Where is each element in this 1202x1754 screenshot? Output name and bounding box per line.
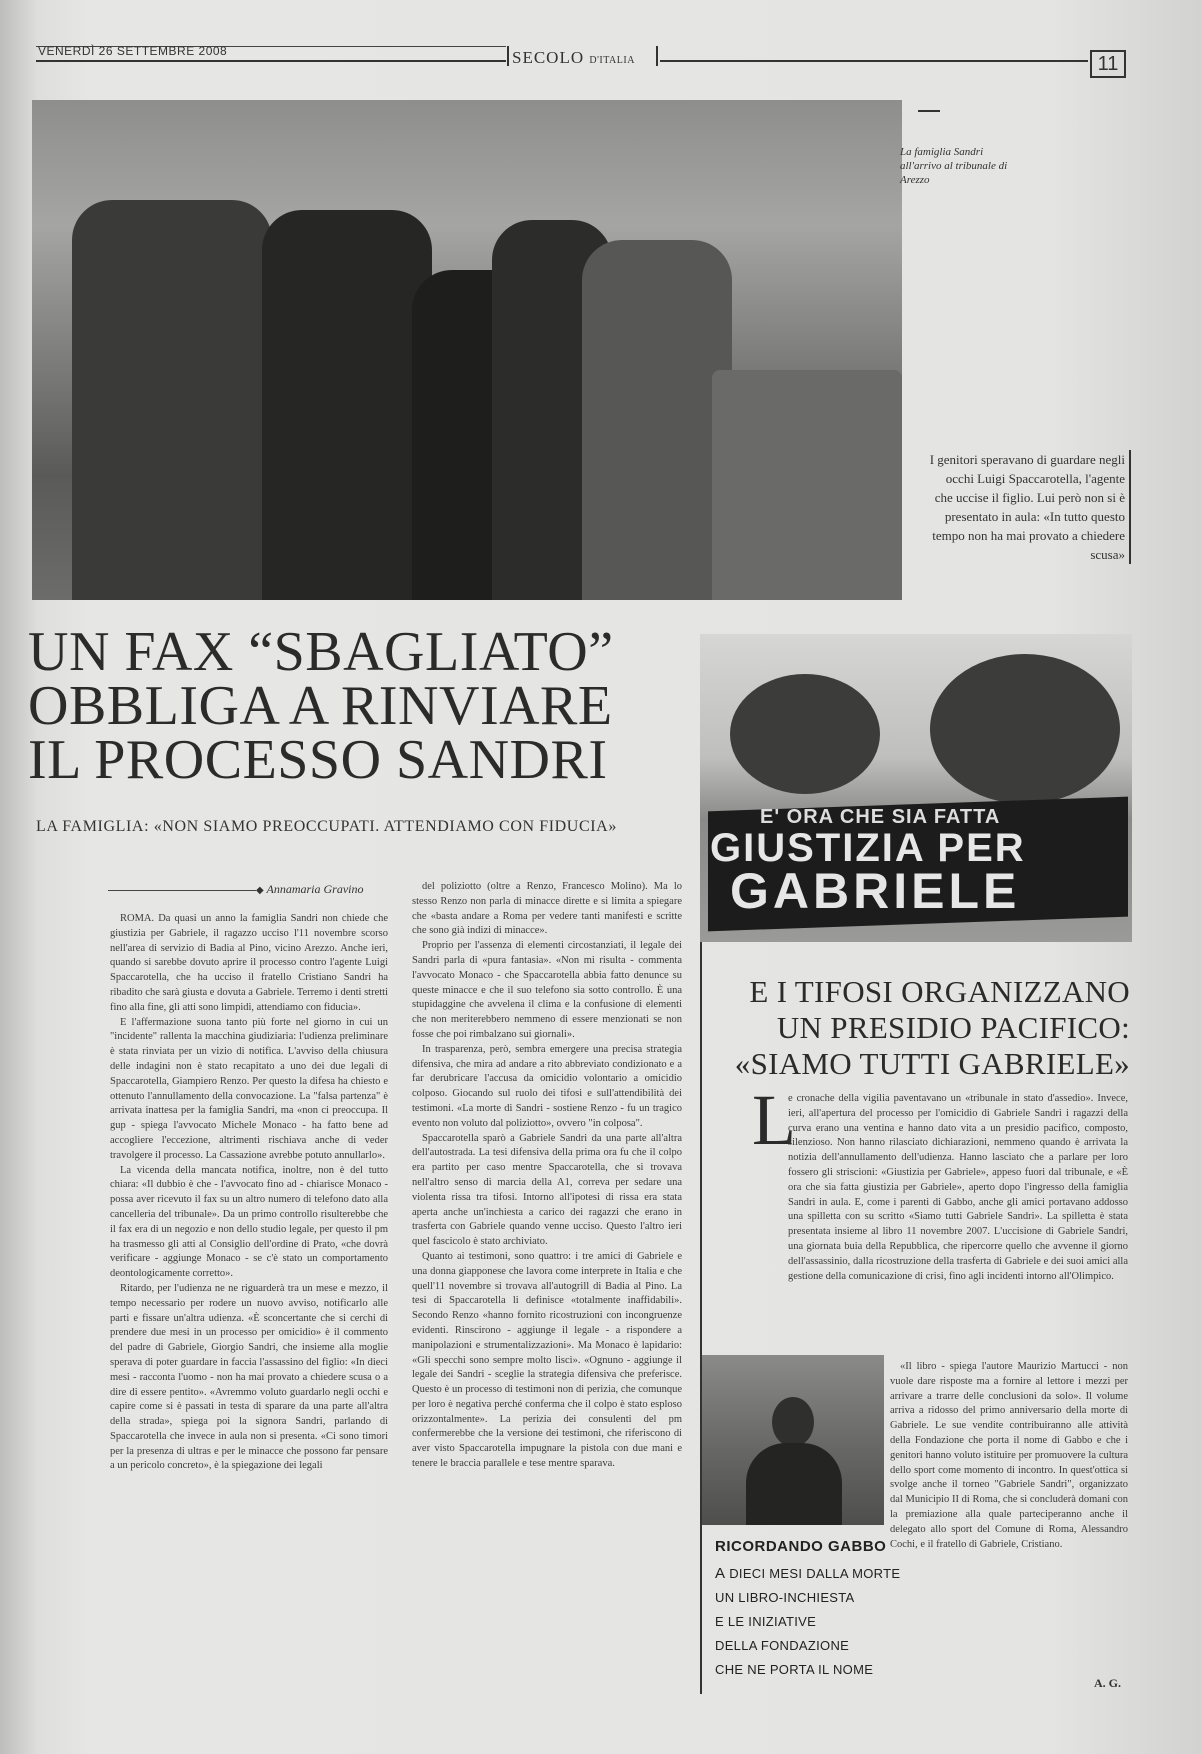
box-line: E LE INIZIATIVE: [715, 1614, 817, 1629]
box-lines: [715, 1562, 900, 1682]
masthead-rule-left: [36, 60, 506, 62]
drop-cap: L: [752, 1080, 796, 1160]
side-story-body-continued: [890, 1360, 1128, 1665]
pull-quote: I genitori speravano di guardare negli occhi Luigi Spaccarotella, l'agente che uccise il figlio. Lui però non si è presentato in aula: «In tutto questo tempo non ha mai provato a chiedere scusa»: [925, 450, 1131, 564]
masthead-divider-left: [507, 46, 509, 66]
paragraph: e cronache della vigilia paventavano un «tribunale in stato d'assedio». Invece, ieri, all'apertura del processo per l'omicidio di Gabriele Sandri i ragazzi della curva erano una ventina e hanno dato vita a un presidio pacifico, composto, silenzioso. Non hanno rilasciato dichiarazioni, nemmeno quando è arrivata la notizia dell'annullamento dell'udienza. Hanno lasciato che a parlare per loro fossero gli striscioni: «Giustizia per Gabriele», appeso fuori dal tribunale, e «È ora che sia fatta giustizia per Gabriele», aperto dopo l'ingresso della famiglia Sandri in aula. E, come i parenti di Gabbo, anche gli amici portavano addosso una spilletta con su scritto «Siamo tutti Gabriele Sandri». La spilletta è stata presentata insieme al libro 11 novembre 2007. L'uccisione di Gabriele Sandri, una giornata buia della Repubblica, che ripercorre quello che avvenne il giorno dell'assassinio, dalla ricostruzione della trasferta di Gabriele e dei suoi amici alla gestione della comunicazione di crisi, fino agli incidenti intorno all'Olimpico.: [788, 1093, 1128, 1282]
photo-figure: [582, 240, 732, 600]
issue-date: VENERDÌ 26 SETTEMBRE 2008: [38, 44, 228, 58]
photo-caption: La famiglia Sandri all'arrivo al tribunale di Arezzo: [900, 146, 1008, 186]
banner-line: GABRIELE: [730, 863, 1021, 919]
side-story-body: [788, 1092, 1128, 1354]
page-number: 11: [1090, 50, 1126, 78]
paragraph: Quanto ai testimoni, sono quattro: i tre amici di Gabriele e una donna giapponese che lavora come interprete in Italia e che quell'11 novembre si trovava all'autogrill di Badia al Pino. La tesi di Spaccarotella li definisce «totalmente inaffidabili». Secondo Renzo «hanno fornito ricostruzioni con incongruenze evidenti. Rinscirono - aggiunge il legale - a rispondere a manipolazioni e strumentalizzazioni». Ma Monaco è lapidario: «Gli specchi sono sempre molto lisci». «Ognuno - aggiunge il legale dei Sandri - sceglie la strategia difensiva che preferisce. Questo è un processo di testimoni non di perizia, che comunque per loro è negativa perché conferma che il colpo è stato esploso orizzontalmente». La perizia dei consulenti del pm confermerebbe che la versione dei testimoni, che riferiscono di aver visto Spaccarotella impugnare la pistola con due mani e tenere le braccia parallele e tese mentre sparava.: [412, 1250, 682, 1470]
byline: [256, 882, 364, 897]
photo-vehicle: [712, 370, 902, 600]
box-line: CHE NE PORTA IL NOME: [715, 1662, 874, 1677]
banner-line: GIUSTIZIA PER: [710, 826, 1026, 870]
article-headline: [28, 621, 708, 791]
gabbo-photo: [702, 1355, 884, 1525]
photo-tree: [930, 654, 1120, 804]
headline-line: OBBLIGA A RINVIARE: [28, 675, 613, 737]
side-headline: [720, 974, 1130, 1082]
box-line: DELLA FONDAZIONE: [715, 1638, 850, 1653]
side-headline-line: E I TIFOSI ORGANIZZANO: [749, 974, 1130, 1009]
side-headline-line: «SIAMO TUTTI GABRIELE»: [734, 1046, 1130, 1081]
paragraph: La vicenda della mancata notifica, inoltre, non è del tutto chiara: «Il dubbio è che - l'avvocato fino ad - chiarisce Monaco - possa aver ricevuto il fax su un altro numero di telefono dato alla cancelleria del tribunale». Da un primo controllo risulterebbe che il fax era di un negozio e non dello studio legale, per questo il pm ha trasmesso gli atti al Consiglio dell'ordine di Prato, «che dovrà verificare - aggiunge Monaco - se c'è stato un comportamento deontologicamente corretto».: [110, 1164, 388, 1280]
photo-figure-head: [772, 1397, 814, 1447]
headline-line: UN FAX “SBAGLIATO”: [28, 621, 614, 683]
paragraph: Ritardo, per l'udienza ne ne riguarderà tra un mese e mezzo, il tempo necessario per rodere un nuovo avviso, notificarlo alle parti e fissare un'altra udienza. «È sconcertante che si cerchi di prendere due mesi in un processo per omicidio» è il commento del padre di Gabriele, Giorgio Sandri, che insieme alla moglie sperava di poter guardare in faccia l'assassino del figlio: «In dieci mesi - racconta l'uomo - non ha mai provato a chiedere scusa o a dire di essere pentito». «Avremmo voluto guardarlo negli occhi e capire come si è passati in testa di sparare da una parte all'altra della strada», spiega poi la signora Sandri, parlando di Spaccarotella che invece in aula non si presenta. «Ci sono timori per la presenza di ultras e per le minacce che possono far pensare a un pericolo concreto», è la spiegazione dei legali: [110, 1282, 388, 1472]
photo-figure: [262, 210, 432, 600]
paragraph: Proprio per l'assenza di elementi circostanziati, il legale dei Sandri parla di «pura fantasia». «Non mi risulta - commenta l'avvocato Monaco - che Spaccarotella abbia fatto denunce su queste minacce e che il suo telefono sia sotto controllo. È una stupidaggine che avvelena il clima e la confusione di elementi che non meriterebbero nemmeno di essere menzionati se non fosse che poi rimbalzano sui giornali».: [412, 940, 682, 1040]
article-column-2: [412, 880, 682, 1702]
article-subhead: LA FAMIGLIA: «NON SIAMO PREOCCUPATI. ATTENDIAMO CON FIDUCIA»: [36, 818, 617, 835]
banner-line: E' ORA CHE SIA FATTA: [760, 806, 1001, 828]
paragraph: In trasparenza, però, sembra emergere una precisa strategia difensiva, che mira ad andare a rito abbreviato condizionato e a far derubricare l'accusa da omicidio volontario a omicidio colposo. Giocando sul ruolo dei tifosi e sull'attendibilità dei testimoni. «La morte di Sandri - sostiene Renzo - fu un tragico evento non voluto dal poliziotto», ovvero "in colposa".: [412, 1043, 682, 1129]
box-line: A DIECI MESI DALLA MORTE: [715, 1565, 901, 1582]
paragraph: ROMA. Da quasi un anno la famiglia Sandri non chiede che giustizia per Gabriele, il ragazzo ucciso l'11 novembre scorso nell'area di servizio di Badia al Pino, vicino Arezzo. Anche ieri, quando si sarebbe dovuto aprire il processo contro l'agente Luigi Spaccarotella, che ha ucciso il fratello Cristiano Sandri ha ribadito che sarà giusta e dovuta a Gabriele. Terremo i denti stretti fino alla fine, gli atti sono limpidi, attendiamo con fiducia».: [110, 913, 388, 1013]
newspaper-name: [512, 48, 635, 68]
photo-tree: [730, 674, 880, 794]
main-photo: [32, 100, 902, 600]
paragraph: Spaccarotella sparò a Gabriele Sandri da una parte all'altra dell'autostrada. La tesi difensiva della prima ora fu che il colpo era partito per caso mentre Spaccarotella, che si trovava nell'altro senso di marcia della A1, correva per sedare una violenta rissa tra tifosi. Intorno all'ipotesi di rissa era stata aperta anche un'inchiesta a carico dei ragazzi che erano in trasferta con Gabriele quando venne ucciso. Questo l'altro ieri quel fascicolo è stato archiviato.: [412, 1132, 682, 1248]
box-line: UN LIBRO-INCHIESTA: [715, 1590, 855, 1605]
photo-figure: [72, 200, 272, 600]
masthead-rule-right: [660, 60, 1088, 62]
diamond-icon: ◆: [256, 885, 264, 896]
photo-figure-body: [746, 1443, 842, 1525]
box-title: RICORDANDO GABBO: [715, 1538, 887, 1555]
newspaper-name-suffix: D'ITALIA: [589, 55, 635, 66]
banner-photo: [700, 634, 1132, 942]
author-initials: A. G.: [1094, 1676, 1121, 1690]
byline-author: Annamaria Gravino: [266, 882, 364, 896]
byline-rule: [108, 890, 256, 891]
article-column-1: [110, 912, 388, 1702]
newspaper-name-main: SECOLO: [512, 48, 585, 67]
caption-rule: [918, 110, 940, 112]
masthead-divider-right: [656, 46, 658, 66]
side-headline-line: UN PRESIDIO PACIFICO:: [776, 1010, 1130, 1045]
paragraph: E l'affermazione suona tanto più forte nel giorno in cui un "incidente" rallenta la macchina giudiziaria: l'udienza preliminare è stata rinviata per un vizio di notifica. L'avviso della chiusura delle indagini non è stato recapitato a uno dei due legali di Spaccarotella, Giampiero Renzo. Per questo la difesa ha chiesto e ottenuto l'annullamento della convocazione. La "falsa partenza" è arrivata inattesa per la famiglia Sandri, ma «non ci preoccupa. Il gup - spiega l'avvocato Michele Monaco - ha fatto bene ad accogliere l'eccezione, altrimenti rischiava anche di veder travolgere il processo. La Cassazione avrebbe potuto annullarlo».: [110, 1016, 388, 1161]
headline-line: IL PROCESSO SANDRI: [28, 729, 608, 791]
paragraph: «Il libro - spiega l'autore Maurizio Martucci - non vuole dare risposte ma a fornire al lettore i mezzi per arrivare a trarre delle conclusioni da solo». Il volume arriva a ridosso del primo anniversario della morte di Gabriele. Le sue vendite contribuiranno alle attività della Fondazione che porta il nome di Gabbo e che i genitori hanno voluto istituire per promuovere la cultura dello sport come momento di incontro. In quest'ottica si svolge anche il torneo "Gabriele Sandri", organizzato dal Municipio II di Roma, che si concluderà domani con la premiazione alla quale parteciperanno anche il delegato allo sport del Comune di Roma, Alessandro Cochi, e il fratello di Gabriele, Cristiano.: [890, 1361, 1128, 1550]
paragraph: del poliziotto (oltre a Renzo, Francesco Molino). Ma lo stesso Renzo non parla di minacce dirette e si limita a spiegare che «basta andare a Roma per vedere tanti manifesti e scritte che sono già indizi di minacce».: [412, 881, 682, 937]
